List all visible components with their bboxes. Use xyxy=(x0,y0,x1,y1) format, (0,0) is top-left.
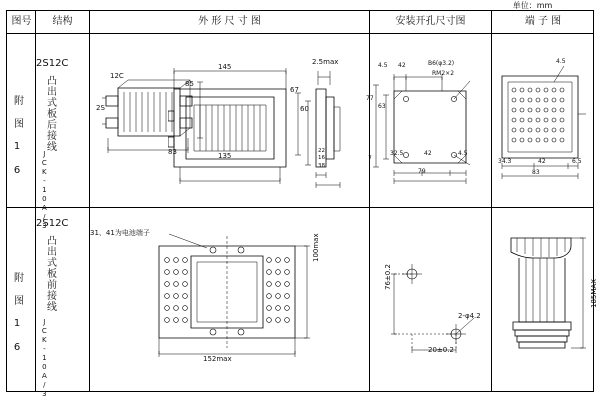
row2-m-dim-76: 76±0.2 xyxy=(384,264,392,290)
row2-m-dim-20: 20±0.2 xyxy=(428,346,454,354)
row1-m-dim-42b: 42 xyxy=(424,150,432,157)
row1-code: JCK-10A/3 xyxy=(40,150,49,231)
row2-fig-no: 附 图 1 6 xyxy=(11,272,23,354)
header-structure: 结构 xyxy=(52,16,73,27)
row1-m-label-rm2: RM2×2 xyxy=(432,70,455,77)
row1-model: 2S12C xyxy=(36,58,69,69)
row1-dim-135: 135 xyxy=(218,152,232,160)
row1-fig-no: 附 图 1 6 xyxy=(11,95,23,177)
row2-model: 2S12C xyxy=(36,218,69,229)
row1-terminal-view xyxy=(490,58,590,188)
row1-t-dim-4.5: 4.5 xyxy=(556,58,566,65)
row1-dim-22: 22 xyxy=(318,148,325,154)
row1-m-dim-79: 79 xyxy=(418,168,426,175)
row1-m-dim-4.5: 4.5 xyxy=(378,62,388,69)
row1-dim-67: 67 xyxy=(290,86,299,94)
row1-m-dim-42: 42 xyxy=(398,62,406,69)
row1-dim-83: 83 xyxy=(168,148,177,156)
row1-m-dim-4.5b: 4.5 xyxy=(458,150,468,157)
row1-t-dim-6.5: 6.5 xyxy=(572,158,582,165)
row2-dim-100max: 100max xyxy=(312,233,320,262)
row1-t-dim-83: 83 xyxy=(532,169,540,176)
row2-terminal-view xyxy=(495,222,595,372)
row-divider xyxy=(7,207,593,208)
row1-m-dim-7: 7 xyxy=(368,155,372,162)
row1-label-12c: 12C xyxy=(110,72,124,80)
row1-front-view xyxy=(168,55,298,195)
row1-dim-85: 85 xyxy=(185,80,194,88)
row2-structure: 凸出式板前接线 xyxy=(44,235,56,312)
row1-t-dim-42: 42 xyxy=(538,158,546,165)
row2-outline-view xyxy=(145,220,325,370)
row1-dim-38: 38 xyxy=(318,163,325,169)
row1-side-view xyxy=(292,55,362,195)
row1-dim-145: 145 xyxy=(218,63,232,71)
row1-m-dim-32.5: 32.5 xyxy=(390,150,404,157)
row1-m-label-b6: B6(φ3.2) xyxy=(428,60,455,67)
row1-structure: 凸出式板后接线 xyxy=(44,75,56,152)
row1-dim-25max: 2.5max xyxy=(312,58,339,66)
row1-m-dim-77: 77 xyxy=(366,95,374,102)
row1-m-dim-63: 63 xyxy=(378,103,386,110)
header-fig-no: 图号 xyxy=(11,16,32,27)
row1-label-2s: 2S xyxy=(96,104,105,112)
row1-dim-60: 60 xyxy=(300,105,309,113)
unit-note: 单位：mm xyxy=(512,1,553,10)
header-outline: 外 形 尺 寸 图 xyxy=(198,16,261,27)
row1-dim-16: 16 xyxy=(318,155,325,161)
row2-m-label-2phi42: 2-φ4.2 xyxy=(458,312,481,320)
header-mounting: 安装开孔尺寸图 xyxy=(395,16,466,27)
header-divider xyxy=(7,33,593,34)
header-terminal: 端 子 图 xyxy=(524,16,562,27)
row2-t-dim-185max: 185MAX xyxy=(590,279,598,308)
row2-note-battery: 31、41为电池端子 xyxy=(90,229,150,237)
row1-t-dim-34.3: 34.3 xyxy=(498,158,512,165)
row2-dim-152max: 152max xyxy=(203,355,232,363)
row2-code: JCK-10A/3 xyxy=(40,318,49,399)
